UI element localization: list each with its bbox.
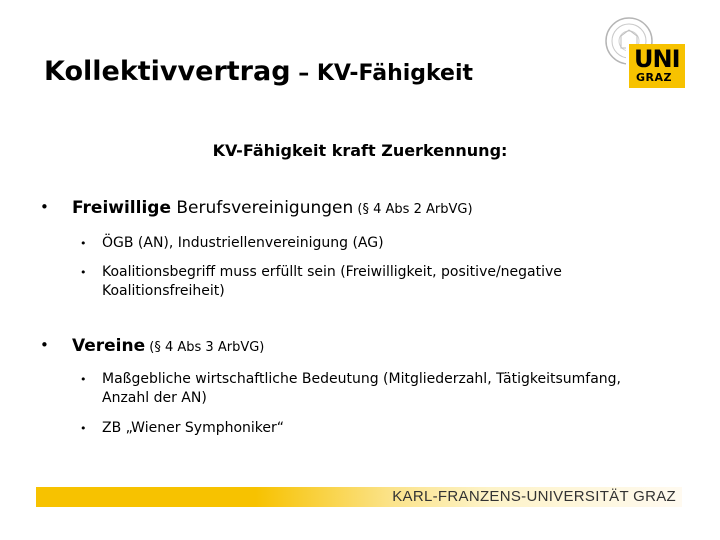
title-main: Kollektivvertrag [44,56,291,87]
page-title [44,56,473,87]
footer-bar [36,487,682,507]
bullet-reference: (§ 4 Abs 2 ArbVG) [353,202,473,217]
bullet-dot-icon: • [80,266,87,279]
sub-bullet-text: ÖGB (AN), Industriellenvereinigung (AG) [102,235,384,251]
bullet-reference: (§ 4 Abs 3 ArbVG) [145,340,265,355]
footer-university-name: KARL-FRANZENS-UNIVERSITÄT GRAZ [392,488,676,505]
bullet-bold: Vereine [72,336,146,356]
logo-text-graz: GRAZ [636,71,672,84]
bullet-dot-icon: • [40,198,49,216]
bullet-dot-icon: • [80,373,87,386]
bullet-bold: Freiwillige [72,198,171,218]
bullet-dot-icon: • [40,336,49,354]
bullet-dot-icon: • [80,422,87,435]
bullet-text: Berufsvereinigungen [170,198,354,218]
sub-bullet-text: ZB „Wiener Symphoniker“ [102,420,285,436]
slide-subtitle: KV-Fähigkeit kraft Zuerkennung: [212,141,508,160]
title-separator: – [290,61,317,86]
uni-graz-logo [626,44,688,90]
sub-bullet-text: Maßgebliche wirtschaftliche Bedeutung (Mitgliederzahl, Tätigkeitsumfang, Anzahl der AN) [102,371,621,406]
title-sub: KV-Fähigkeit [316,61,474,86]
bullet-dot-icon: • [80,237,87,250]
logo-text-uni: UNI [634,45,680,73]
sub-bullet-text: Koalitionsbegriff muss erfüllt sein (Freiwilligkeit, positive/negative Koalitionsfreiheit) [102,264,562,299]
